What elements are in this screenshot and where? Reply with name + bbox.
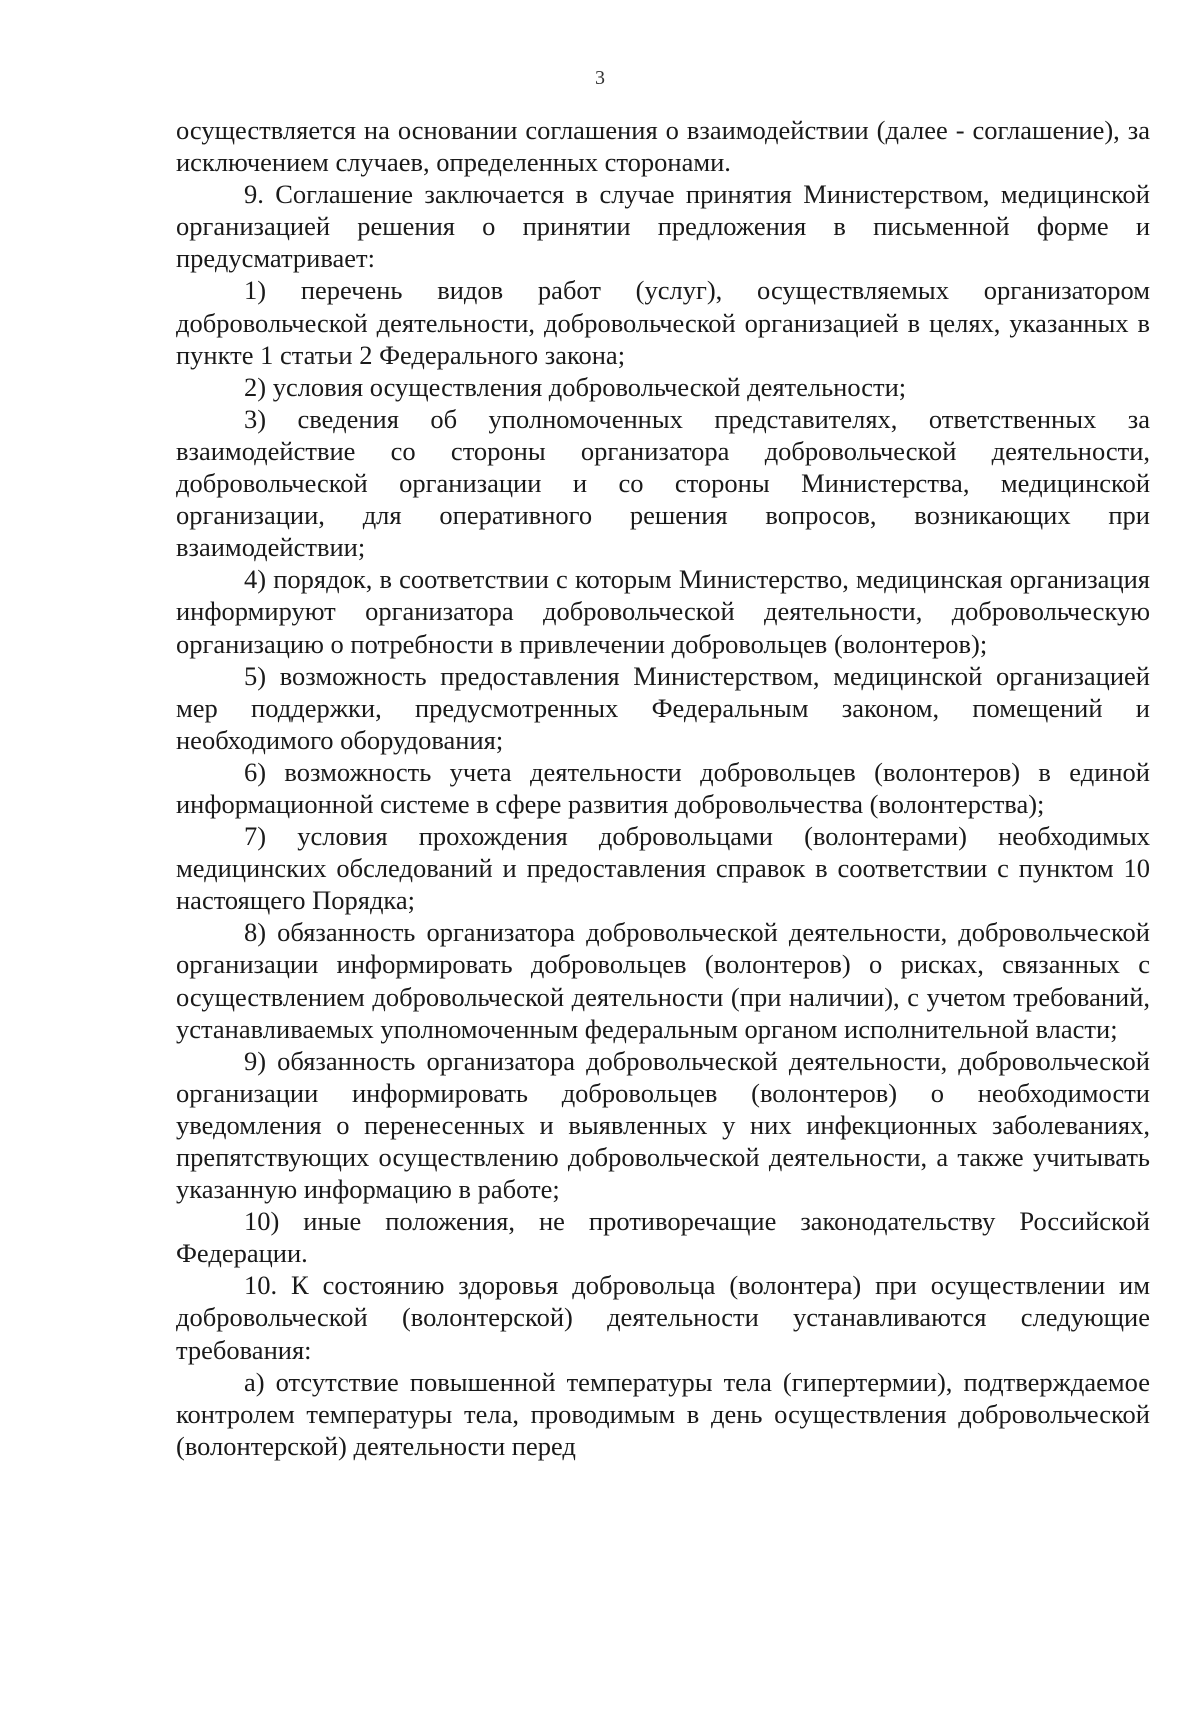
- paragraph: 9. Соглашение заключается в случае принятия Министерством, медицинской организацией решения о принятии предложения в письменной форме и предусматривает:: [176, 179, 1150, 274]
- paragraph: 10) иные положения, не противоречащие законодательству Российской Федерации.: [176, 1206, 1150, 1269]
- paragraph: 3) сведения об уполномоченных представителях, ответственных за взаимодействие со стороны организатора добровольческой деятельности, добровольческой организации и со стороны Министерства, медицинской организации, для оперативного решения вопросов, возникающих при взаимодействии;: [176, 403, 1150, 563]
- paragraph: 4) порядок, в соответствии с которым Министерство, медицинская организация информируют организатора добровольческой деятельности, добровольческую организацию о потребности в привлечении добровольцев (волонтеров);: [176, 564, 1150, 659]
- paragraph: 1) перечень видов работ (услуг), осуществляемых организатором добровольческой деятельности, добровольческой организацией в целях, указанных в пункте 1 статьи 2 Федерального закона;: [176, 275, 1150, 370]
- paragraph: 10. К состоянию здоровья добровольца (волонтера) при осуществлении им добровольческой (волонтерской) деятельности устанавливаются следующие требования:: [176, 1270, 1150, 1365]
- paragraph: 8) обязанность организатора добровольческой деятельности, добровольческой организации информировать добровольцев (волонтеров) о рисках, связанных с осуществлением добровольческой деятельности (при наличии), с учетом требований, устанавливаемых уполномоченным федеральным органом исполнительной власти;: [176, 917, 1150, 1044]
- page-number: 3: [595, 67, 605, 89]
- paragraph: 7) условия прохождения добровольцами (волонтерами) необходимых медицинских обследований и предоставления справок в соответствии с пунктом 10 настоящего Порядка;: [176, 821, 1150, 916]
- document-body: [176, 114, 1150, 1462]
- paragraph: осуществляется на основании соглашения о взаимодействии (далее - соглашение), за исключением случаев, определенных сторонами.: [176, 115, 1150, 178]
- paragraph: 9) обязанность организатора добровольческой деятельности, добровольческой организации информировать добровольцев (волонтеров) о необходимости уведомления о перенесенных и выявленных у них инфекционных заболеваниях, препятствующих осуществлению добровольческой деятельности, а также учитывать указанную информацию в работе;: [176, 1045, 1150, 1205]
- paragraph: а) отсутствие повышенной температуры тела (гипертермии), подтверждаемое контролем температуры тела, проводимым в день осуществления добровольческой (волонтерской) деятельности перед: [176, 1366, 1150, 1461]
- paragraph: 6) возможность учета деятельности добровольцев (волонтеров) в единой информационной системе в сфере развития добровольчества (волонтерства);: [176, 756, 1150, 819]
- paragraph: 5) возможность предоставления Министерством, медицинской организацией мер поддержки, предусмотренных Федеральным законом, помещений и необходимого оборудования;: [176, 660, 1150, 755]
- paragraph: 2) условия осуществления добровольческой деятельности;: [244, 371, 907, 402]
